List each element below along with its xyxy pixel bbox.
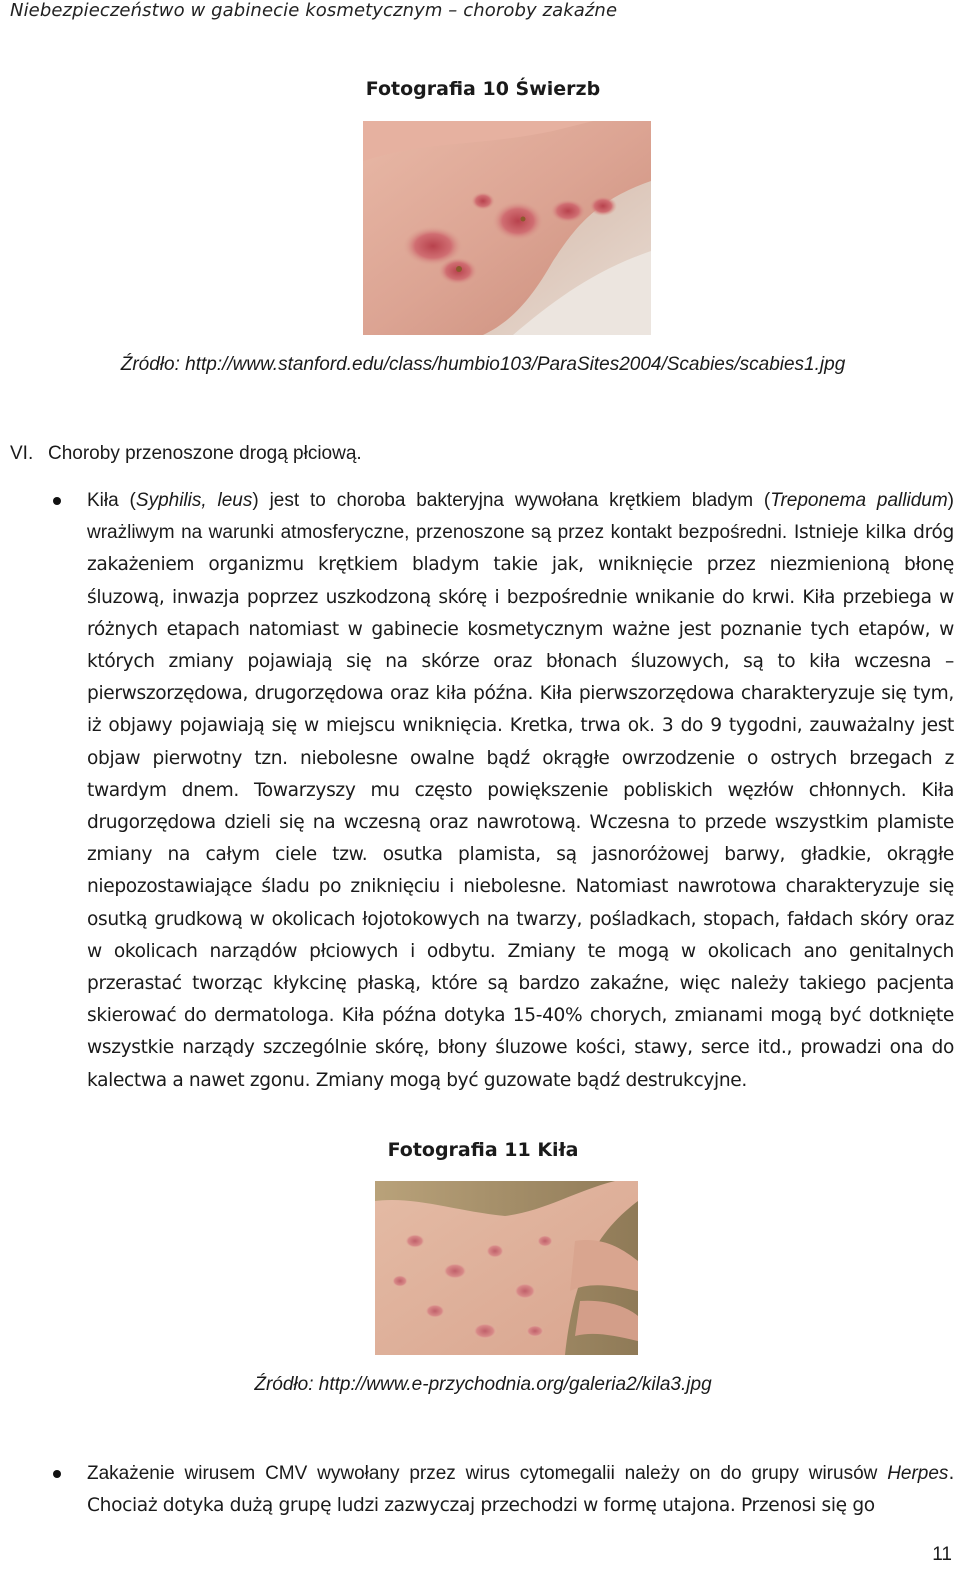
- cmv-paragraph: Zakażenie wirusem CMV wywołany przez wirus cytomegalii należy on do grupy wirusów Herpes. Chociaż dotyka dużą grupę ludzi zazwyczaj przechodzi w formę utajona. Przenosi się go: [87, 1463, 954, 1517]
- figure-11-source: Źródło: http://www.e-przychodnia.org/galeria2/kila3.jpg: [254, 1374, 712, 1395]
- syphilis-paragraph: Kiła (Syphilis, leus) jest to choroba bakteryjna wywołana krętkiem bladym (Treponema pallidum) wrażliwym na warunki atmosferyczne, przenoszone są przez kontakt bezpośredni. Istnieje kilka dróg zakażeniem organizmu krętkiem bladym takie jak, wniknięcie przez niezmienioną błonę śluzową, inwazja poprzez uszkodzoną skórę i bezpośrednie wnikanie do krwi. Kiła przebiega w różnych etapach natomiast w gabinecie kosmetycznym ważne jest poznanie tych etapów, w których zmiany pojawiają się na skórze oraz błonach śluzowych, są to kiła wczesna – pierwszorzędowa, drugorzędowa oraz kiła późna. Kiła pierwszorzędowa charakteryzuje się tym, iż objawy pojawiają się w miejscu wniknięcia. Kretka, trwa ok. 3 do 9 tygodni, zauważalny jest objaw pierwotny tzn. niebolesne owalne bądź okrągłe owrzodzenie o ostrych brzegach z twardym dnem. Towarzyszy mu często powiększenie pobliskich węzłów chłonnych. Kiła drugorzędowa dzieli się na wczesną oraz nawrotową. Wczesna to przede wszystkim plamiste zmiany na całym ciele tzw. osutka plamista, są jasnoróżowej barwy, gładkie, okrągłe niepozostawiające śladu po zniknięciu i niebolesne. Natomiast nawrotowa charakteryzuje się osutką grudkową w okolicach łojotokowych na twarzy, pośladkach, stopach, fałdach skóry oraz w okolicach narządów płciowych i odbytu. Zmiany te mogą w okolicach ano genitalnych przerastać tworząc kłykcinę płaską, które są bardzo zakaźne, więc należy takiego pacjenta skierować do dermatologa. Kiła późna dotyka 15-40% chorych, zmianami mogą być dotknięte wszystkie narządy szczególnie skórę, błony śluzowe kości, stawy, serce itd., prowadzi ona do kalectwa a nawet zgonu. Zmiany mogą być guzowate bądź destrukcyjne.: [87, 490, 954, 1091]
- bullet-icon: [53, 1470, 61, 1478]
- section-number: VI.: [10, 443, 34, 464]
- page-number: 11: [932, 1544, 952, 1565]
- figure-10-source: Źródło: http://www.stanford.edu/class/humbio103/ParaSites2004/Scabies/scabies1.jpg: [120, 354, 846, 375]
- scabies-photo: [363, 121, 651, 335]
- syphilis-photo: [375, 1181, 638, 1355]
- section-title: Choroby przenoszone drogą płciową.: [48, 443, 362, 464]
- bullet-icon: [53, 497, 61, 505]
- figure-10-caption: Fotografia 10 Świerzb: [365, 78, 601, 100]
- figure-11-caption: Fotografia 11 Kiła: [387, 1139, 579, 1161]
- running-header: Niebezpieczeństwo w gabinecie kosmetycznym – choroby zakaźne: [10, 0, 618, 21]
